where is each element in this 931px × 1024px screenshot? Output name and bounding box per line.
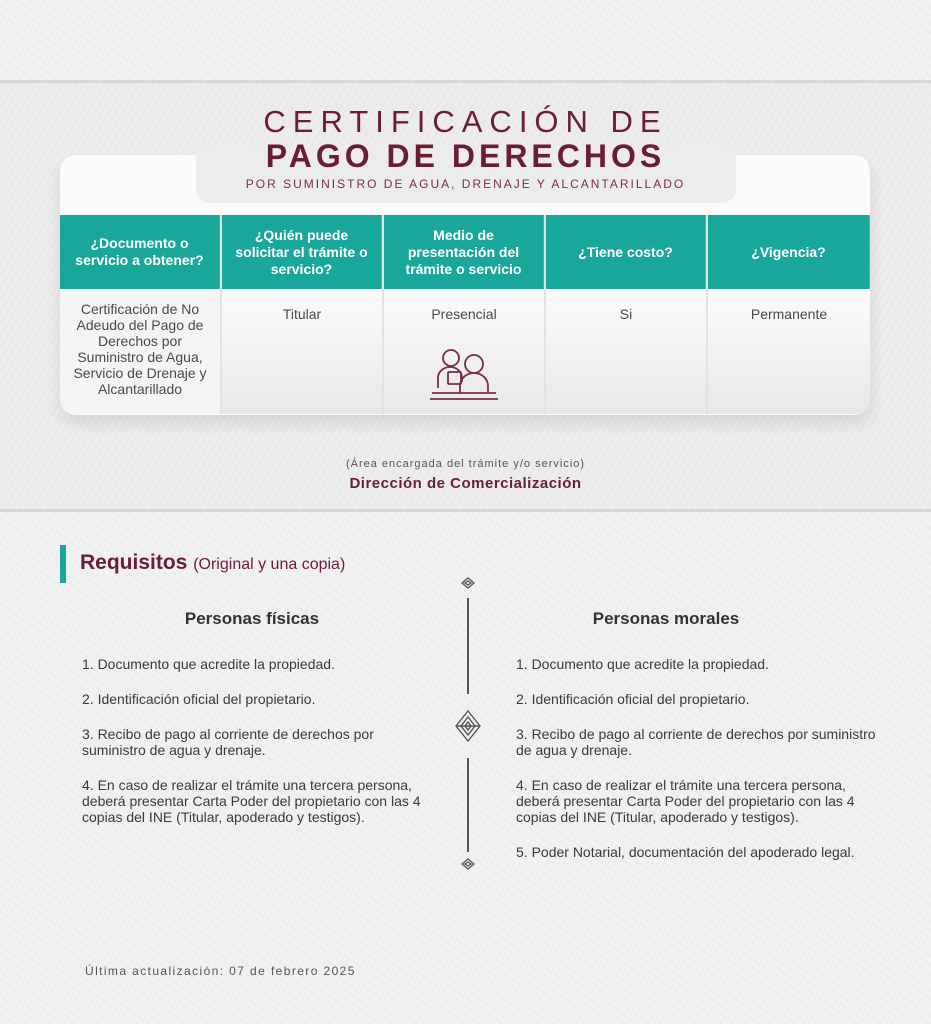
list-item: 4. En caso de realizar el trámite una tercera persona, deberá presentar Carta Poder del propietario con las 4 copias del INE (Titular, apoderado y testigos). xyxy=(516,777,855,825)
morales-title: Personas morales xyxy=(592,609,740,628)
column-header: ¿Documento o servicio a obtener? xyxy=(60,215,220,289)
ornament-top-icon xyxy=(461,577,475,589)
column-cost xyxy=(546,215,708,414)
column-value: Si xyxy=(546,289,706,414)
fisicas-title: Personas físicas xyxy=(184,609,320,628)
column-value-cell xyxy=(384,289,544,414)
column-header: Medio de presentación del trámite o servicio xyxy=(384,215,544,289)
list-item: 2. Identificación oficial del propietario. xyxy=(82,691,316,707)
divider-line-top xyxy=(467,598,469,694)
last-updated: Última actualización: 07 de febrero 2025 xyxy=(85,964,356,978)
column-document xyxy=(60,215,222,414)
ornament-center-icon xyxy=(455,710,481,742)
title-line-3: POR SUMINISTRO DE AGUA, DRENAJE Y ALCANTARILLADO xyxy=(245,177,686,191)
column-value: Certificación de No Adeudo del Pago de Derechos por Suministro de Agua, Servicio de Drenaje y Alcantarillado xyxy=(60,289,220,414)
title-line-1: CERTIFICACIÓN DE xyxy=(263,104,668,139)
list-item: 3. Recibo de pago al corriente de derechos por suministro de agua y drenaje. xyxy=(516,726,876,758)
ornament-bottom-icon xyxy=(461,858,475,870)
list-item: 5. Poder Notarial, documentación del apoderado legal. xyxy=(516,844,855,860)
column-header: ¿Vigencia? xyxy=(708,215,870,289)
title-line-2: PAGO DE DERECHOS xyxy=(265,138,666,174)
list-item: 2. Identificación oficial del propietario. xyxy=(516,691,750,707)
column-value: Presencial xyxy=(431,306,497,322)
column-who xyxy=(222,215,384,414)
column-medium xyxy=(384,215,546,414)
info-table xyxy=(60,215,870,414)
column-header: ¿Tiene costo? xyxy=(546,215,706,289)
divider-line-bottom xyxy=(467,758,469,852)
section-accent-bar xyxy=(60,545,66,583)
list-item: 4. En caso de realizar el trámite una tercera persona, deberá presentar Carta Poder del propietario con las 4 copias del INE (Titular, apoderado y testigos). xyxy=(82,777,421,825)
column-header: ¿Quién puede solicitar el trámite o servicio? xyxy=(222,215,382,289)
morales-list xyxy=(516,656,876,879)
area-label: (Área encargada del trámite y/o servicio) xyxy=(345,458,586,470)
list-item: 1. Documento que acredite la propiedad. xyxy=(516,656,769,672)
requirements-subtitle: (Original y una copia) xyxy=(193,556,346,573)
column-value: Titular xyxy=(222,289,382,414)
requirements-title xyxy=(80,551,345,575)
requirements-heading: Requisitos xyxy=(80,551,188,574)
list-item: 3. Recibo de pago al corriente de derechos por suministro de agua y drenaje. xyxy=(82,726,374,758)
list-item: 1. Documento que acredite la propiedad. xyxy=(82,656,335,672)
column-validity xyxy=(708,215,870,414)
people-at-desk-icon xyxy=(424,346,504,402)
fisicas-list xyxy=(82,656,427,844)
column-value: Permanente xyxy=(708,289,870,414)
area-name: Dirección de Comercialización xyxy=(349,475,582,492)
